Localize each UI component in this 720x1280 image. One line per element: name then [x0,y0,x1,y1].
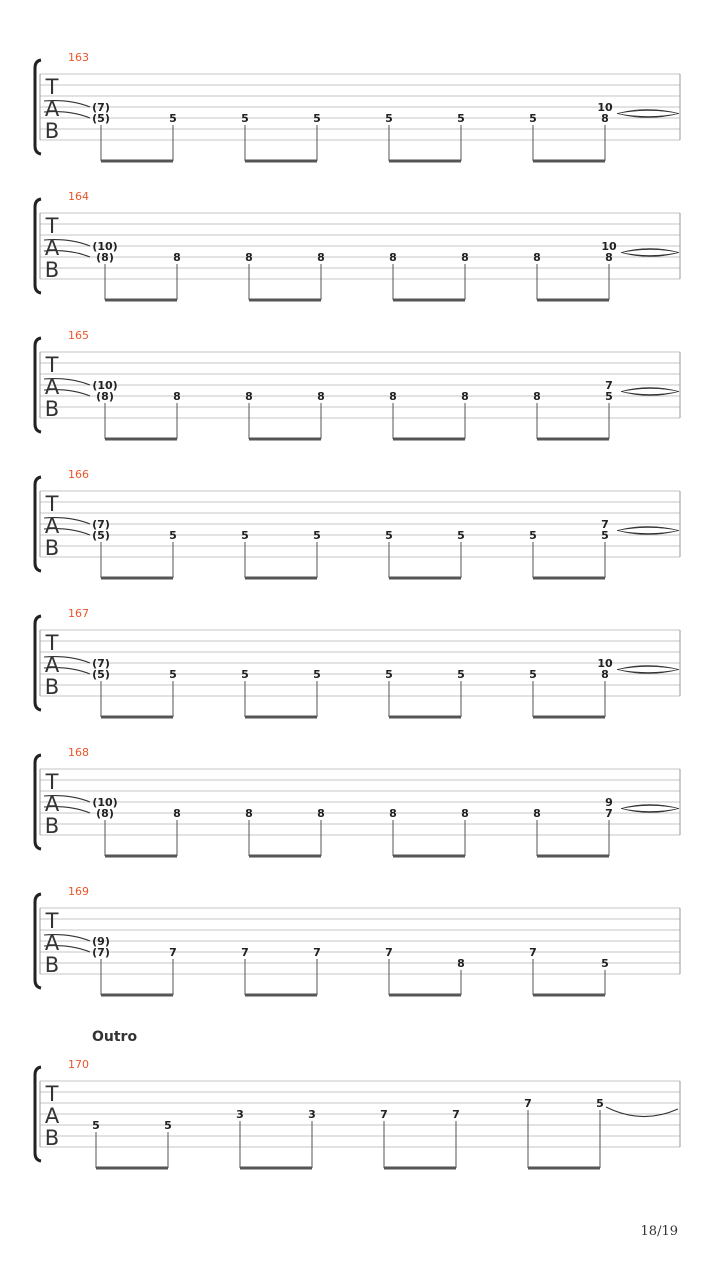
tab-letter-t: T [45,631,59,655]
fret-number: 5 [529,112,537,125]
fret-number: 5 [457,668,465,681]
fret-number: (5) [92,529,110,542]
tab-system-164 [35,190,680,300]
tab-system-165 [35,329,680,439]
tab-system-170 [35,1058,680,1168]
fret-number: 5 [601,957,609,970]
fret-number: 5 [385,112,393,125]
fret-number: 8 [461,251,469,264]
measure-number: 168 [68,746,89,759]
fret-number: 8 [533,251,541,264]
fret-number: 5 [529,668,537,681]
fret-number: 8 [173,390,181,403]
fret-number: 10 [597,657,613,670]
tab-letter-t: T [45,353,59,377]
fret-number: 8 [461,807,469,820]
tie-arc-outgoing [617,666,679,670]
tie-arc-outgoing [617,114,679,118]
fret-number: 5 [313,668,321,681]
fret-number: (7) [92,946,110,959]
fret-number: 8 [245,807,253,820]
tie-arc-outgoing [621,249,679,253]
fret-number: 7 [241,946,249,959]
tab-systems [35,51,680,1168]
fret-number: 8 [605,251,613,264]
tab-system-168 [35,746,680,856]
tie-arc-outgoing [617,110,679,114]
fret-number: 8 [533,390,541,403]
measure-number: 163 [68,51,89,64]
fret-number: 5 [241,529,249,542]
tab-letter-a: A [44,653,60,677]
fret-number: (10) [92,240,118,253]
fret-number: 5 [457,112,465,125]
tab-letter-a: A [44,931,60,955]
measure-number: 169 [68,885,89,898]
tie-arc-outgoing [621,392,679,396]
fret-number: 8 [533,807,541,820]
fret-number: 5 [241,668,249,681]
fret-number: (8) [96,251,114,264]
fret-number: 7 [313,946,321,959]
fret-number: 8 [245,251,253,264]
tab-system-166 [35,468,680,578]
tie-arc-outgoing [621,805,679,809]
fret-number: 8 [457,957,465,970]
fret-number: 8 [389,251,397,264]
tab-letter-a: A [44,514,60,538]
tab-letter-t: T [45,214,59,238]
tab-letter-b: B [44,953,60,977]
tie-arc-outgoing [621,253,679,257]
tie-arc-outgoing [606,1107,678,1117]
fret-number: 9 [605,796,613,809]
tie-arc-outgoing [617,670,679,674]
fret-number: (7) [92,101,110,114]
fret-number: 5 [241,112,249,125]
tab-letter-b: B [44,536,60,560]
fret-number: 8 [317,390,325,403]
fret-number: 5 [601,529,609,542]
fret-number: 3 [236,1108,244,1121]
fret-number: (7) [92,518,110,531]
fret-number: 8 [461,390,469,403]
tab-letter-t: T [45,75,59,99]
fret-number: 8 [601,112,609,125]
fret-number: 7 [380,1108,388,1121]
fret-number: 5 [313,112,321,125]
fret-number: 8 [173,807,181,820]
fret-number: 7 [524,1097,532,1110]
fret-number: 3 [308,1108,316,1121]
tab-letter-t: T [45,909,59,933]
fret-number: 5 [529,529,537,542]
tab-letter-a: A [44,792,60,816]
fret-number: 8 [389,390,397,403]
fret-number: (7) [92,657,110,670]
fret-number: 5 [92,1119,100,1132]
measure-number: 165 [68,329,89,342]
tab-letter-b: B [44,397,60,421]
tab-letter-a: A [44,375,60,399]
tab-system-163 [35,51,680,161]
tab-letter-t: T [45,492,59,516]
tab-letter-b: B [44,1126,60,1150]
fret-number: 8 [317,251,325,264]
measure-number: 164 [68,190,89,203]
fret-number: 7 [169,946,177,959]
fret-number: 5 [169,529,177,542]
fret-number: 5 [457,529,465,542]
tab-letter-b: B [44,258,60,282]
measure-number: 167 [68,607,89,620]
tab-letter-b: B [44,675,60,699]
tab-letter-t: T [45,770,59,794]
fret-number: 5 [385,668,393,681]
fret-number: 8 [317,807,325,820]
tab-letter-a: A [44,1104,60,1128]
tie-arc-outgoing [617,527,679,531]
fret-number: (5) [92,668,110,681]
tie-arc-outgoing [617,531,679,535]
tie-arc-outgoing [621,388,679,392]
section-label-outro: Outro [92,1029,138,1045]
fret-number: 7 [452,1108,460,1121]
tab-system-167 [35,607,680,717]
tab-letter-b: B [44,814,60,838]
fret-number: 10 [597,101,613,114]
fret-number: 8 [389,807,397,820]
fret-number: 7 [529,946,537,959]
fret-number: (10) [92,796,118,809]
tie-arc-outgoing [621,809,679,813]
measure-number: 166 [68,468,89,481]
fret-number: 5 [164,1119,172,1132]
fret-number: (9) [92,935,110,948]
fret-number: 8 [601,668,609,681]
tab-letter-t: T [45,1082,59,1106]
fret-number: 5 [385,529,393,542]
fret-number: 10 [601,240,617,253]
fret-number: 8 [245,390,253,403]
tab-system-169 [35,885,680,995]
tab-letter-b: B [44,119,60,143]
fret-number: 7 [601,518,609,531]
fret-number: 7 [385,946,393,959]
fret-number: (5) [92,112,110,125]
fret-number: 7 [605,807,613,820]
tab-letter-a: A [44,97,60,121]
fret-number: (8) [96,807,114,820]
fret-number: 5 [169,668,177,681]
fret-number: 5 [605,390,613,403]
fret-number: (8) [96,390,114,403]
page-number: 18/19 [640,1224,678,1239]
measure-number: 170 [68,1058,89,1071]
fret-number: 7 [605,379,613,392]
fret-number: 5 [169,112,177,125]
fret-number: 5 [596,1097,604,1110]
fret-number: (10) [92,379,118,392]
fret-number: 5 [313,529,321,542]
fret-number: 8 [173,251,181,264]
tab-letter-a: A [44,236,60,260]
